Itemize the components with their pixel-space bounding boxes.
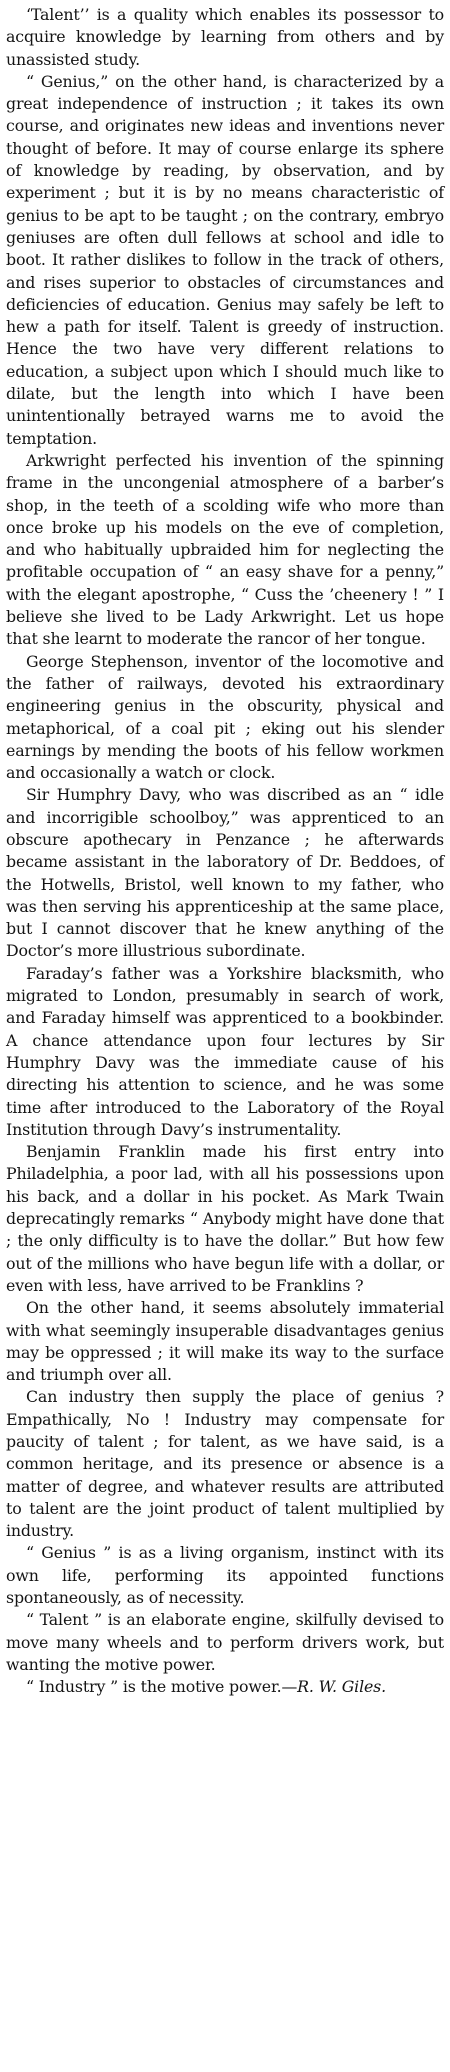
paragraph-industry: Can industry then supply the place of genius ? Empathically, No ! Industry may compensate for paucity of talent ; for talent, as we have said, is a common heritage, and its presence or absence is a matter of degree, and whatever results are attributed to talent are the joint product of talent multiplied by industry.: [6, 1387, 444, 1541]
closing-text: “ Industry ” is the motive power.—: [26, 1677, 298, 1697]
paragraph-talent-engine: “ Talent ” is an elaborate engine, skilfully devised to move many wheels and to perform drivers work, but wanting the motive power.: [6, 1610, 444, 1674]
paragraph-faraday: Faraday’s father was a Yorkshire blacksmith, who migrated to London, presumably in search of work, and Faraday himself was apprenticed to a bookbinder. A chance attendance upon four lectures by Sir Humphry Davy was the immediate cause of his directing his attention to science, and he was some time after introduced to the Laboratory of the Royal Institution through Davy’s instrumentality.: [6, 963, 444, 1139]
paragraph-arkwright: Arkwright perfected his invention of the spinning frame in the uncongenial atmosphere of a barber’s shop, in the teeth of a scolding wife who more than once broke up his models on the eve of completion, and who habitually upbraided him for neglecting the profitable occupation of “ an easy shave for a penny,” with the elegant apostrophe, “ Cuss the ’cheenery ! ” I believe she lived to be Lady Arkwright. Let us hope that she learnt to moderate the rancor of her tongue.: [6, 450, 444, 649]
paragraph-closing: [6, 1676, 444, 1698]
paragraph-genius-triumph: On the other hand, it seems absolutely immaterial with what seemingly insuperable disadvantages genius may be oppressed ; it will make its way to the surface and triumph over all.: [6, 1298, 444, 1385]
author-signature: R. W. Giles.: [297, 1677, 386, 1697]
paragraph-stephenson: George Stephenson, inventor of the locomotive and the father of railways, devoted his extraordinary engineering genius in the obscurity, physical and metaphorical, of a coal pit ; eking out his slender earnings by mending the boots of his fellow workmen and occasionally a watch or clock.: [6, 651, 444, 783]
paragraph-talent-definition: ‘Talent’’ is a quality which enables its possessor to acquire knowledge by learning from others and by unassisted study.: [6, 5, 444, 69]
paragraph-genius-organism: “ Genius ” is as a living organism, instinct with its own life, performing its appointed functions spontaneously, as of necessity.: [6, 1543, 444, 1608]
paragraph-davy: Sir Humphry Davy, who was discribed as an “ idle and incorrigible schoolboy,” was apprenticed to an obscure apothecary in Penzance ; he afterwards became assistant in the laboratory of Dr. Beddoes, of the Hotwells, Bristol, well known to my father, who was then serving his apprenticeship at the same place, but I cannot discover that he knew anything of the Doctor’s more illustrious subordinate.: [6, 785, 444, 961]
paragraph-genius-definition: “ Genius,” on the other hand, is characterized by a great independence of instruction ; it takes its own course, and originates new ideas and inventions never thought of before. It may of course enlarge its sphere of knowledge by reading, by observation, and by experiment ; but it is by no means characteristic of genius to be apt to be taught ; on the contrary, embryo geniuses are often dull fellows at school and idle to boot. It rather dislikes to follow in the track of others, and rises superior to obstacles of circumstances and deficiencies of education. Genius may safely be left to hew a path for itself. Talent is greedy of instruction. Hence the two have very different relations to education, a subject upon which I should much like to dilate, but the length into which I have been unintentionally betrayed warns me to avoid the temptation.: [6, 71, 444, 448]
paragraph-franklin: Benjamin Franklin made his first entry into Philadelphia, a poor lad, with all his possessions upon his back, and a dollar in his pocket. As Mark Twain deprecatingly remarks “ Anybody might have done that ; the only difficulty is to have the dollar.” But how few out of the millions who have begun life with a dollar, or even with less, have arrived to be Franklins ?: [6, 1142, 444, 1295]
